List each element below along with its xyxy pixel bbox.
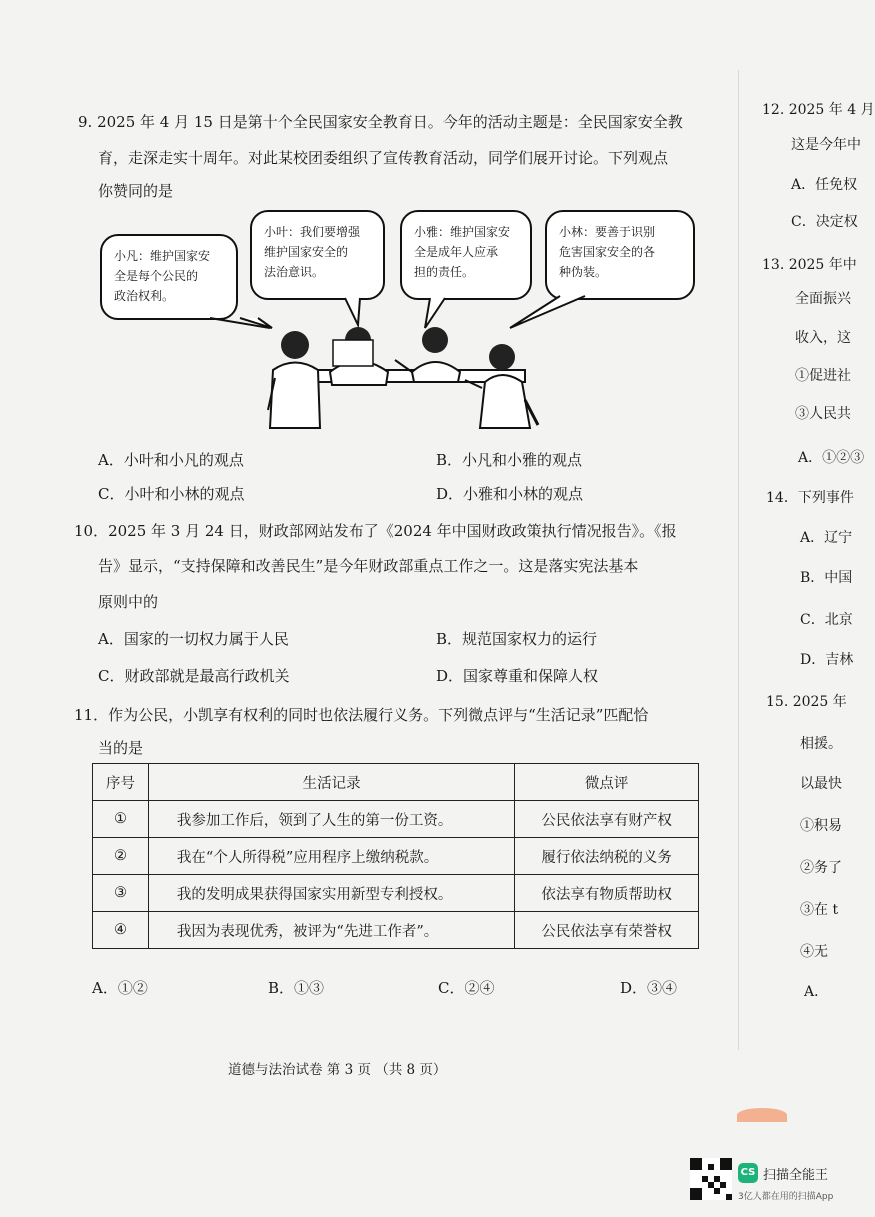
row-index: ① [93,801,149,838]
rc-line: D．吉林 [800,652,854,668]
q10-line3: 原则中的 [98,593,159,611]
row-comment: 履行依法纳税的义务 [515,838,699,875]
row-record: 我参加工作后，领到了人生的第一份工资。 [148,801,514,838]
row-index: ② [93,838,149,875]
row-record: 我因为表现优秀，被评为“先进工作者”。 [148,912,514,949]
table-row [93,801,699,838]
rc-line: 这是今年中 [791,137,861,153]
header-index: 序号 [93,764,149,801]
red-stamp-mark [737,1108,787,1122]
rc-line: ③在 t [800,902,839,918]
rc-line: A．辽宁 [800,530,853,546]
bubble-text: 维护国家安全的 [264,245,349,259]
bubble-text: 全是成年人应承 [414,245,499,259]
table-row [93,875,699,912]
q11-line1: 11．作为公民，小凯享有权利的同时也依法履行义务。下列微点评与“生活记录”匹配恰 [74,706,649,724]
rc-line: A． [804,984,829,1000]
q11-line2: 当的是 [98,739,144,757]
q10-option-a: A．国家的一切权力属于人民 [98,630,289,648]
header-comment: 微点评 [515,764,699,801]
rc-line: 全面振兴 [795,291,851,307]
q11-option-c: C．②④ [438,979,495,997]
bubble-text: 小雅：维护国家安 [414,225,511,239]
q11-option-d: D．③④ [620,979,678,997]
q10-option-b: B．规范国家权力的运行 [436,630,598,648]
page-footer: 道德与法治试卷 第 3 页 （共 8 页） [228,1062,447,1078]
q9-line2: 育，走深走实十周年。对此某校团委组织了宣传教育活动，同学们展开讨论。下列观点 [98,149,669,167]
rc-line: 收入，这 [795,330,851,346]
rc-line: 相援。 [800,736,842,752]
rc-line: ③人民共 [795,406,851,422]
table-header-row [93,764,699,801]
bubble-text: 危害国家安全的各 [559,245,656,259]
header-record: 生活记录 [148,764,514,801]
rc-line: ①促进社 [795,368,851,384]
bubble-text: 小凡：维护国家安 [114,249,211,263]
q9-option-d: D．小雅和小林的观点 [436,485,584,503]
camscanner-logo-icon: CS [738,1163,758,1183]
scanner-tagline: 3亿人都在用的扫描App [738,1192,834,1202]
q10-line1: 10．2025 年 3 月 24 日，财政部网站发布了《2024 年中国财政政策执行情况报告》。《报 [74,522,677,540]
row-comment: 依法享有物质帮助权 [515,875,699,912]
row-comment: 公民依法享有财产权 [515,801,699,838]
rc-line: 12. 2025 年 4 月 [762,102,875,118]
rc-line: C．决定权 [791,214,858,230]
q11-option-a: A．①② [92,979,148,997]
rc-line: 15. 2025 年 [766,694,847,710]
rc-line: ④无 [800,944,828,960]
rc-line: B．中国 [800,570,853,586]
q9-option-c: C．小叶和小林的观点 [98,485,245,503]
table-row [93,838,699,875]
bubble-text: 全是每个公民的 [114,269,199,283]
row-record: 我的发明成果获得国家实用新型专利授权。 [148,875,514,912]
row-index: ③ [93,875,149,912]
q9-line3: 你赞同的是 [98,182,174,200]
scanner-app-name: 扫描全能王 [763,1168,829,1183]
row-record: 我在“个人所得税”应用程序上缴纳税款。 [148,838,514,875]
q10-option-d: D．国家尊重和保障人权 [436,667,599,685]
bubble-text: 政治权利。 [114,289,175,303]
q9-option-a: A．小叶和小凡的观点 [98,451,244,469]
column-divider [738,70,739,1050]
students-drawing [90,200,710,435]
rc-line: A．①②③ [798,450,865,466]
bubble-text: 小叶：我们要增强 [264,225,361,239]
rc-line: ②务了 [800,860,842,876]
rc-line: ①积易 [800,818,842,834]
row-comment: 公民依法享有荣誉权 [515,912,699,949]
q10-option-c: C．财政部就是最高行政机关 [98,667,290,685]
q10-line2: 告》显示，“支持保障和改善民生”是今年财政部重点工作之一。这是落实宪法基本 [98,557,639,575]
table-row [93,912,699,949]
q9-line1: 9. 2025 年 4 月 15 日是第十个全民国家安全教育日。今年的活动主题是：全民国家安全教 [78,113,683,131]
row-index: ④ [93,912,149,949]
rc-line: C．北京 [800,612,853,628]
rc-line: 13. 2025 年中 [762,257,857,273]
bubble-text: 小林：要善于识别 [559,225,656,239]
q9-option-b: B．小凡和小雅的观点 [436,451,583,469]
rc-line: 14．下列事件 [766,490,854,506]
qr-code-icon [690,1158,732,1200]
rc-line: 以最快 [800,776,842,792]
bubble-text: 法治意识。 [264,265,325,279]
rc-line: A．任免权 [791,177,858,193]
bubble-text: 种伪装。 [559,265,608,279]
q11-option-b: B．①③ [268,979,325,997]
bubble-text: 担的责任。 [414,265,475,279]
life-record-table [92,763,699,949]
